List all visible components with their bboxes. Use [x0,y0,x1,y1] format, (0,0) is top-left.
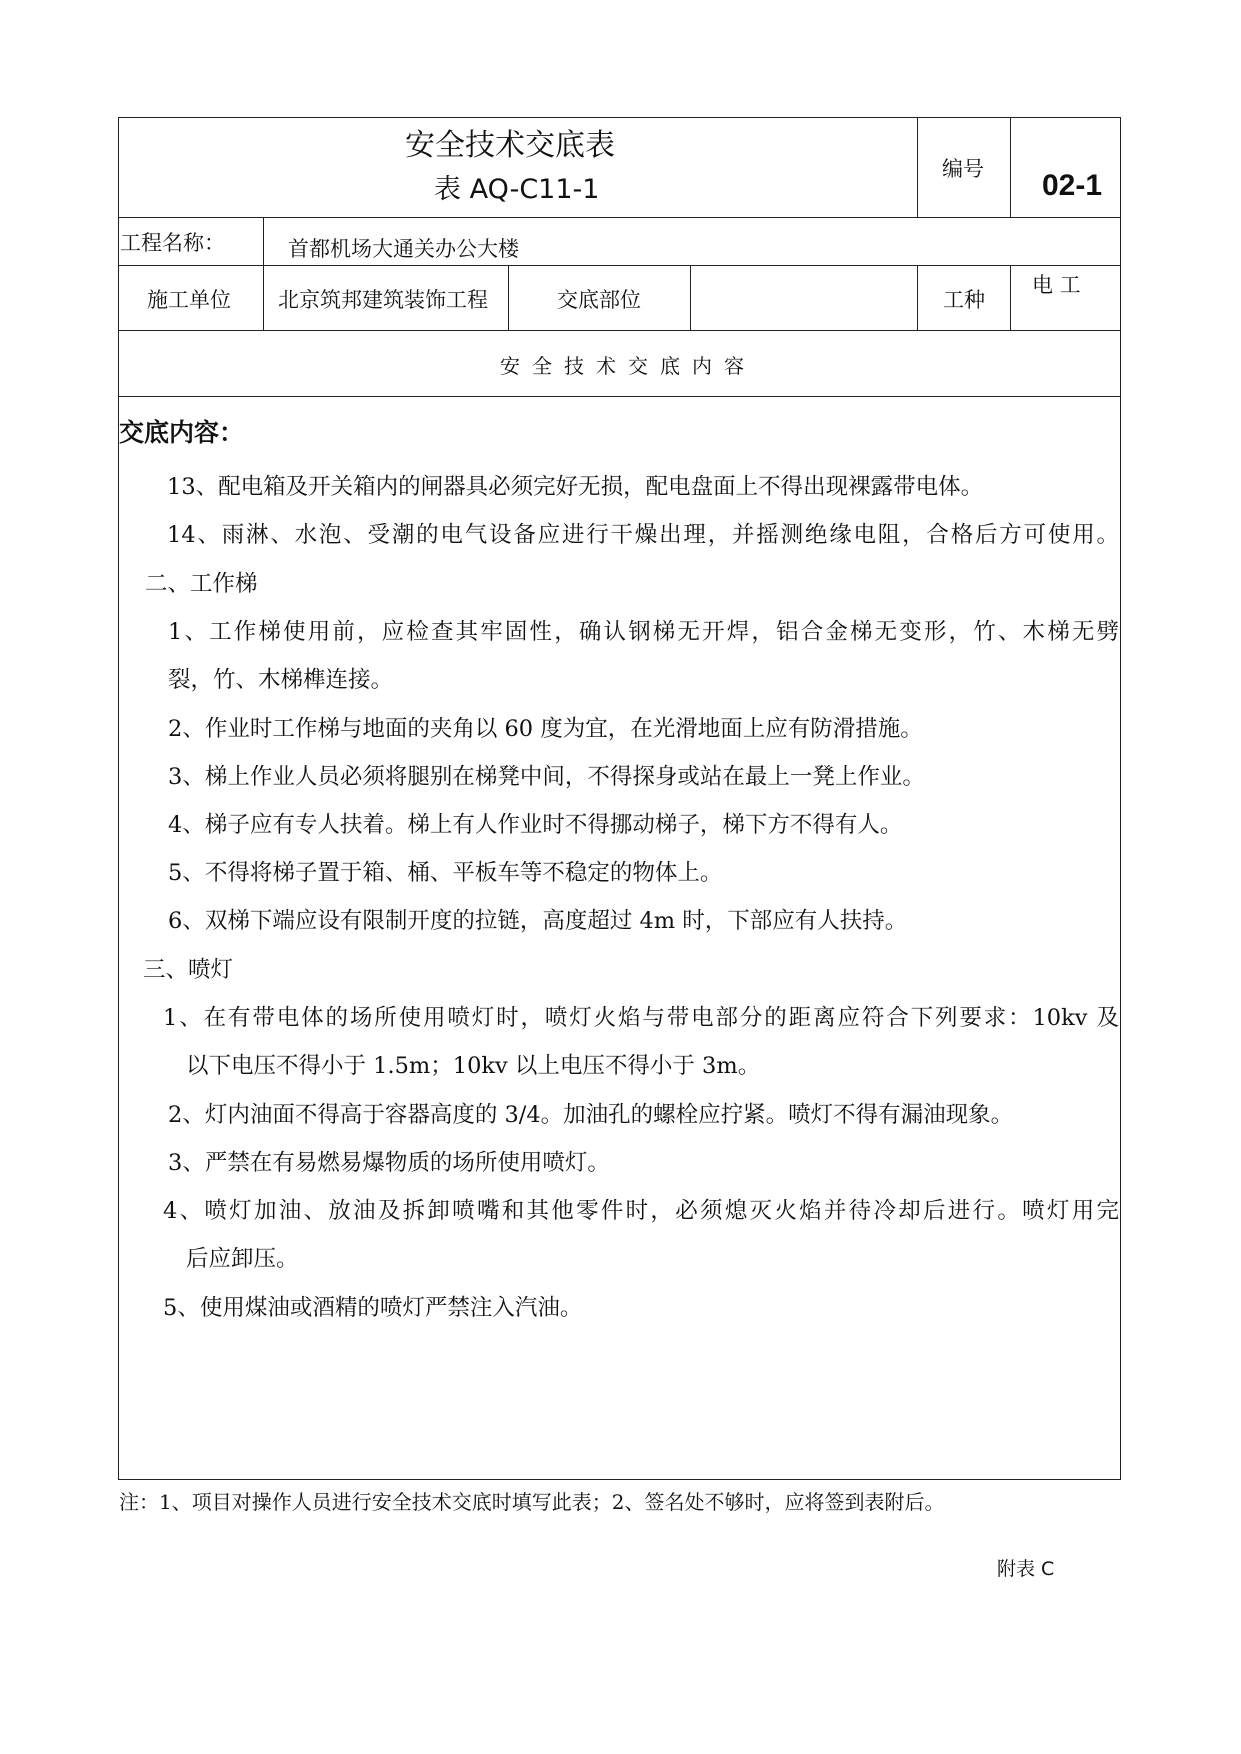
table-border-left [118,117,119,1480]
header-divider-b [1010,117,1011,217]
appendix-label: 附表 C [997,1558,1055,1580]
content-line-1: 13、配电箱及开关箱内的闸器具必须完好无损，配电盘面上不得出现裸露带电体。 [167,474,984,500]
row-divider-2 [118,265,1121,266]
content-line-16: 4、喷灯加油、放油及拆卸喷嘴和其他零件时，必须熄灭火焰并待冷却后进行。喷灯用完 [163,1198,1119,1224]
content-line-9: 5、不得将梯子置于箱、桶、平板车等不稳定的物体上。 [168,860,723,886]
header-divider-a [917,117,918,217]
construction-unit-label: 施工单位 [147,288,231,312]
info-divider-1 [263,265,264,330]
content-line-12: 1、在有带电体的场所使用喷灯时，喷灯火焰与带电部分的距离应符合下列要求：10kv 及 [163,1005,1119,1031]
form-code: 表 AQ-C11-1 [434,174,600,205]
content-line-2: 14、雨淋、水泡、受潮的电气设备应进行干燥出理，并摇测绝缘电阻，合格后方可使用。 [167,522,1119,548]
row-divider-4 [118,396,1121,397]
number-label: 编号 [942,157,984,181]
content-line-4: 1、工作梯使用前，应检查其牢固性，确认钢梯无开焊，铝合金梯无变形，竹、木梯无劈 [168,619,1119,645]
info-divider-5 [1010,265,1011,330]
form-title: 安全技术交底表 [405,128,615,163]
content-line-6: 2、作业时工作梯与地面的夹角以 60 度为宜，在光滑地面上应有防滑措施。 [168,716,923,742]
content-line-7: 3、梯上作业人员必须将腿别在梯凳中间，不得探身或站在最上一凳上作业。 [168,764,925,790]
section-banner: 安全技术交底内容 [500,354,756,378]
construction-unit-value: 北京筑邦建筑装饰工程 [278,288,488,312]
trade-label: 工种 [943,288,985,312]
project-name-value: 首都机场大通关办公大楼 [288,237,519,261]
content-line-14: 2、灯内油面不得高于容器高度的 3/4。加油孔的螺栓应拧紧。喷灯不得有漏油现象。 [168,1102,1014,1128]
content-line-18: 5、使用煤油或酒精的喷灯严禁注入汽油。 [163,1295,583,1321]
content-line-5: 裂，竹、木梯榫连接。 [168,667,394,693]
info-divider-3 [690,265,691,330]
info-divider-4 [917,265,918,330]
project-divider [263,217,264,265]
trade-value: 电 工 [1032,273,1081,297]
content-heading: 交底内容： [119,418,245,447]
row-divider-1 [118,217,1121,218]
content-line-13: 以下电压不得小于 1.5m；10kv 以上电压不得小于 3m。 [186,1053,761,1079]
content-line-17: 后应卸压。 [186,1246,299,1272]
handover-part-label: 交底部位 [557,288,641,312]
info-divider-2 [508,265,509,330]
row-divider-3 [118,330,1121,331]
footnote: 注：1、项目对操作人员进行安全技术交底时填写此表；2、签名处不够时，应将签到表附后。 [119,1490,945,1514]
content-line-8: 4、梯子应有专人扶着。梯上有人作业时不得挪动梯子，梯下方不得有人。 [168,812,903,838]
table-border-top [118,117,1121,118]
section-2-heading: 二、工作梯 [145,571,258,597]
project-name-label: 工程名称： [120,231,225,255]
number-value: 02-1 [1042,169,1103,202]
content-line-10: 6、双梯下端应设有限制开度的拉链，高度超过 4m 时，下部应有人扶持。 [168,908,908,934]
table-border-bottom [118,1479,1121,1480]
content-line-15: 3、严禁在有易燃易爆物质的场所使用喷灯。 [168,1150,610,1176]
section-3-heading: 三、喷灯 [143,957,234,983]
table-border-right [1120,117,1121,1480]
